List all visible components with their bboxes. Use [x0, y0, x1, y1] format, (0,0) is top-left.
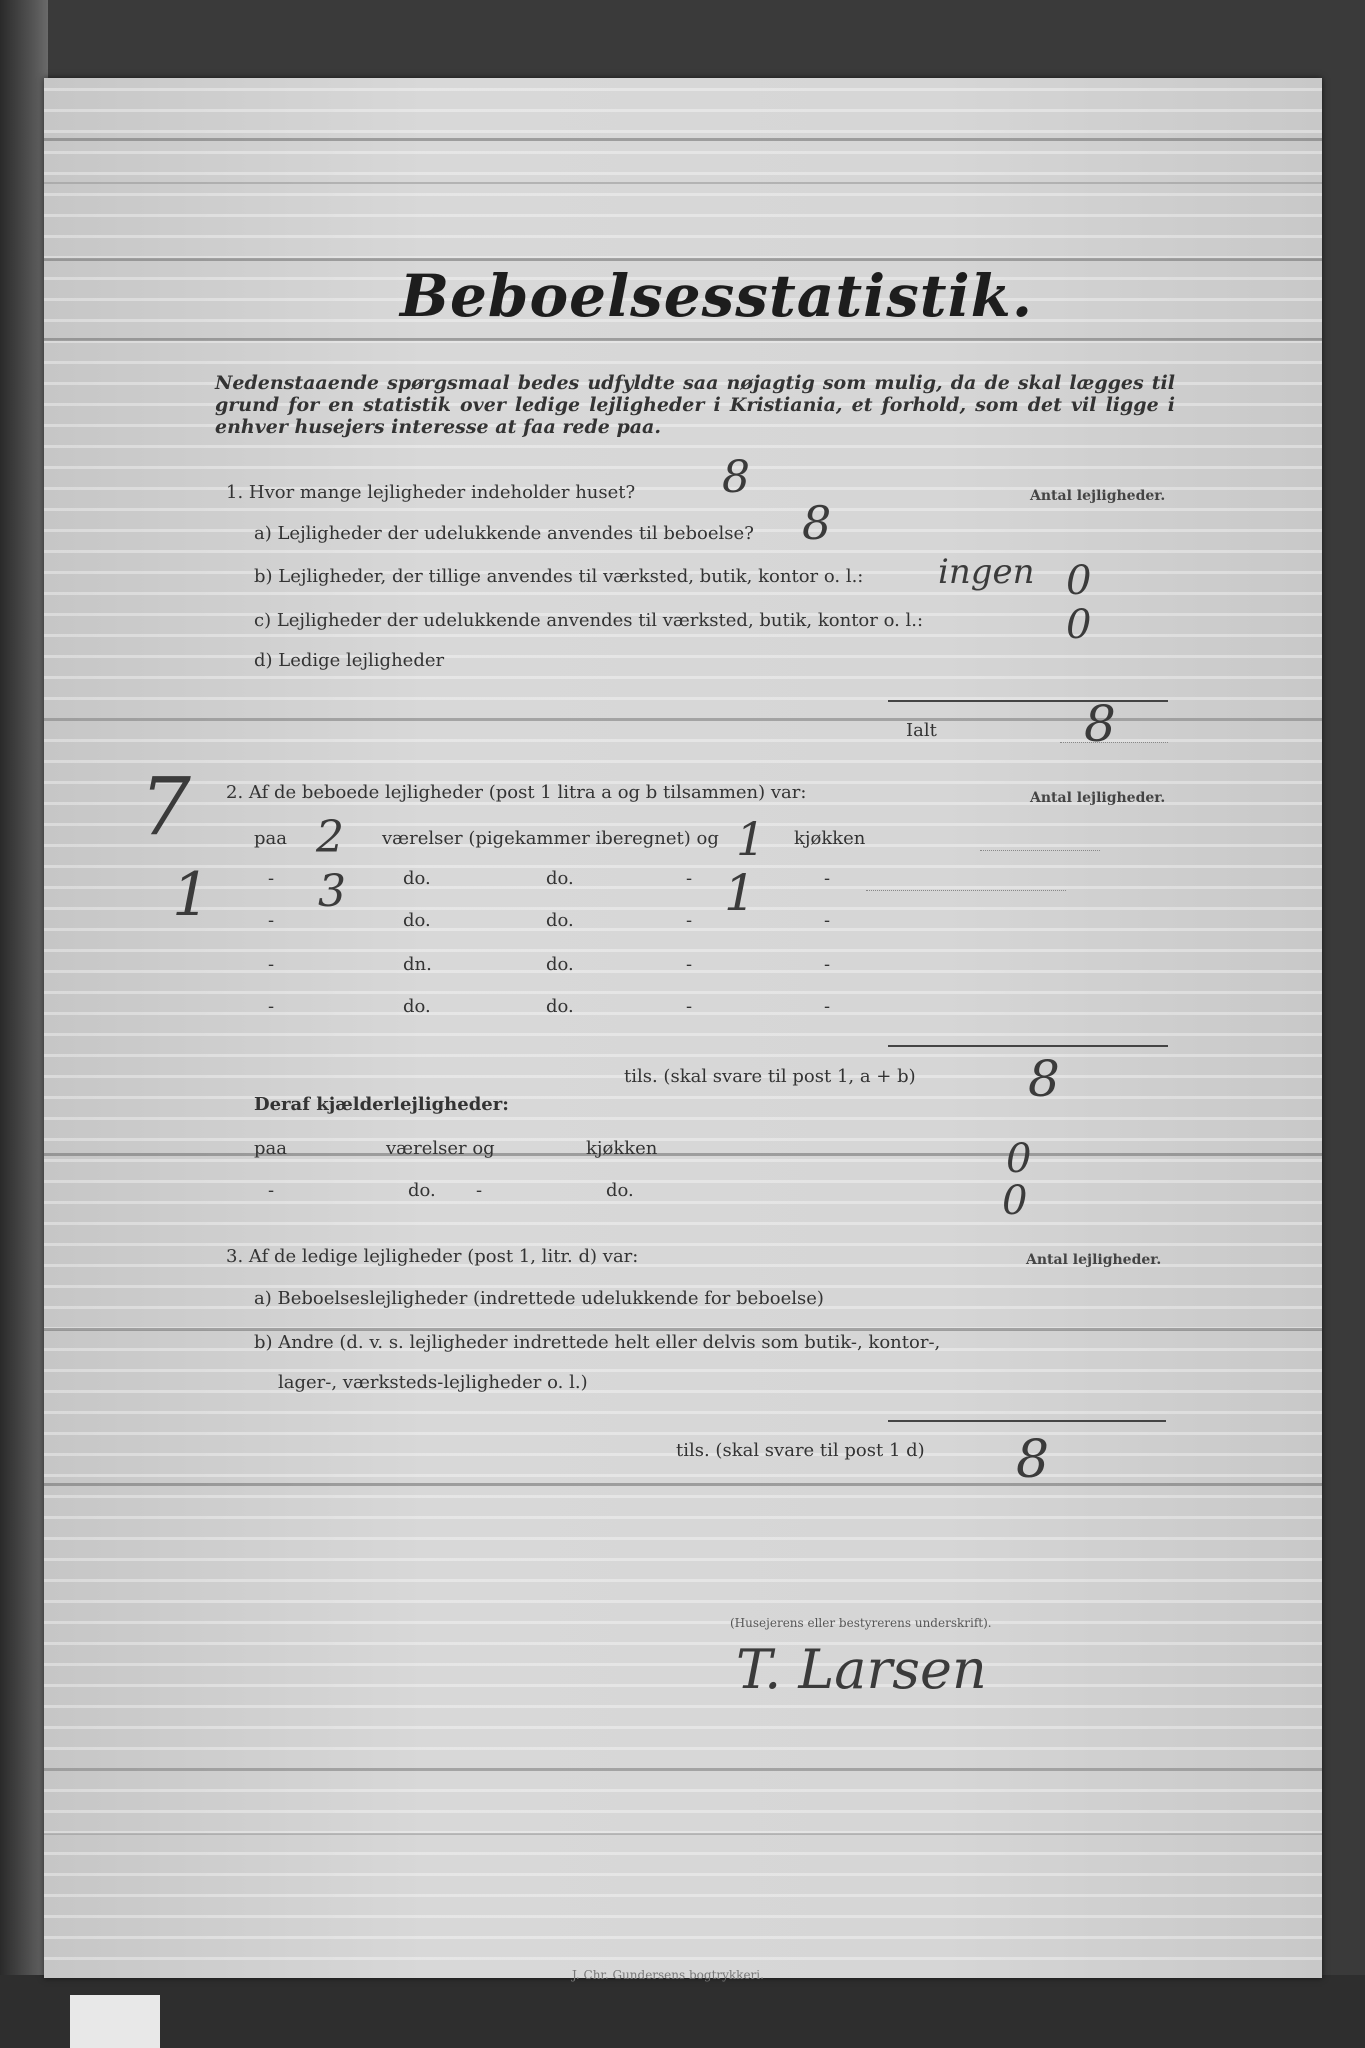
- ruled-line: [44, 258, 1322, 261]
- ruled-line: [44, 1768, 1322, 1771]
- q2-row2-dash: -: [686, 868, 693, 889]
- q1b-note-handwritten: ingen: [938, 552, 1035, 592]
- q2-row3-kitchen-label: -: [824, 910, 831, 931]
- ruled-line: [44, 1483, 1322, 1486]
- q1-label: 1. Hvor mange lejligheder indeholder huset?: [226, 482, 636, 503]
- q2-row1-rooms-label: værelser (pigekammer iberegnet) og: [382, 828, 719, 849]
- q3b-label-continued: lager-, værksteds-lejligheder o. l.): [278, 1372, 588, 1393]
- ruled-line: [44, 1833, 1322, 1835]
- q1-total-label: Ialt: [906, 720, 937, 741]
- q2-row2-kitchen-label: -: [824, 868, 831, 889]
- q2-cellar-row2-kitchen-label: do.: [606, 1180, 634, 1201]
- q2-row5-kitchen-label: -: [824, 996, 831, 1017]
- q3-sum-line: [888, 1420, 1166, 1422]
- signature-name: T. Larsen: [736, 1638, 987, 1701]
- q2-row2-prefix: -: [268, 868, 275, 889]
- q2-row2-rooms-label: do.: [403, 868, 431, 889]
- ruled-line: [44, 138, 1322, 141]
- q1c-label: c) Lejligheder der udelukkende anvendes til værksted, butik, kontor o. l.:: [254, 610, 924, 631]
- q2-cellar-row2-dash: -: [476, 1180, 483, 1201]
- q2-row4-kitchen-label: -: [824, 954, 831, 975]
- q2-cellar-row1-prefix: paa: [254, 1138, 287, 1159]
- signature-caption: (Husejerens eller bestyrerens underskrift).: [730, 1616, 992, 1630]
- q2-row1-count-handwritten: 7: [140, 760, 191, 853]
- scan-light-patch: [70, 1995, 160, 2048]
- q1b-answer-handwritten: 0: [1066, 558, 1092, 604]
- intro-text: Nedenstaaende spørgsmaal bedes udfyldte saa nøjagtig som mulig, da de skal lægges til grund for en statistik over ledige lejligheder i Kristiania, et forhold, som det vil ligge i enhver husejers interesse at faa rede paa.: [215, 372, 1175, 438]
- form-sheet: [44, 78, 1322, 1978]
- q2-total-handwritten: 8: [1028, 1050, 1060, 1108]
- q2-row2-kitchens-handwritten: 1: [724, 864, 756, 922]
- dotted-line: [1060, 742, 1168, 743]
- q2-cellar-row2-prefix: -: [268, 1180, 275, 1201]
- q1a-answer-handwritten: 8: [802, 496, 832, 550]
- form-title: Beboelsesstatistik.: [400, 262, 1034, 330]
- q2-cellar-row2-rooms-label: do.: [408, 1180, 436, 1201]
- q2-row3-dash: -: [686, 910, 693, 931]
- q2-row2-mid: do.: [546, 868, 574, 889]
- q2-cellar-row1-kitchen-label: kjøkken: [586, 1138, 658, 1159]
- q1d-label: d) Ledige lejligheder: [254, 650, 445, 671]
- q2-sum-line: [888, 1045, 1168, 1047]
- printer-imprint: J. Chr. Gundersens bogtrykkeri.: [572, 1968, 764, 1982]
- q2-row4-prefix: -: [268, 954, 275, 975]
- q3-label: 3. Af de ledige lejligheder (post 1, litr. d) var:: [226, 1246, 639, 1267]
- q2-cellar-label: Deraf kjælderlejligheder:: [254, 1094, 509, 1115]
- q1c-answer-handwritten: 0: [1066, 602, 1092, 648]
- q2-row4-rooms-label: dn.: [403, 954, 432, 975]
- ruled-line: [44, 718, 1322, 721]
- q2-row4-mid: do.: [546, 954, 574, 975]
- q2-cellar-row1-rooms-label: værelser og: [386, 1138, 495, 1159]
- q3-total-label: tils. (skal svare til post 1 d): [676, 1440, 925, 1461]
- q2-cellar-row1-answer-handwritten: 0: [1006, 1136, 1032, 1182]
- q2-row1-kitchens-handwritten: 1: [736, 812, 766, 866]
- q2-cellar-row2-answer-handwritten: 0: [1002, 1178, 1028, 1224]
- q2-row5-mid: do.: [546, 996, 574, 1017]
- dotted-line: [866, 890, 1066, 891]
- q2-total-label: tils. (skal svare til post 1, a + b): [624, 1066, 916, 1087]
- q2-row3-rooms-label: do.: [403, 910, 431, 931]
- ruled-line: [44, 1153, 1322, 1156]
- q2-row1-kitchen-label: kjøkken: [794, 828, 866, 849]
- q1b-label: b) Lejligheder, der tillige anvendes til værksted, butik, kontor o. l.:: [254, 566, 864, 587]
- ruled-line: [44, 182, 1322, 184]
- q3b-label: b) Andre (d. v. s. lejligheder indrettede helt eller delvis som butik-, kontor-,: [254, 1332, 941, 1353]
- q2-row5-rooms-label: do.: [403, 996, 431, 1017]
- q1-sum-line: [888, 700, 1168, 702]
- q2-row1-rooms-handwritten: 2: [316, 812, 344, 863]
- dotted-line: [980, 850, 1100, 851]
- q3a-label: a) Beboelseslejligheder (indrettede udelukkende for beboelse): [254, 1288, 824, 1309]
- q1-column-header: Antal lejligheder.: [1030, 488, 1166, 504]
- q2-row4-dash: -: [686, 954, 693, 975]
- q2-row2-rooms-handwritten: 3: [318, 866, 346, 917]
- q1-total-handwritten: 8: [1084, 695, 1116, 753]
- scan-edge-left: [0, 0, 48, 2048]
- ruled-line: [44, 338, 1322, 341]
- q2-row5-prefix: -: [268, 996, 275, 1017]
- q2-row3-mid: do.: [546, 910, 574, 931]
- q1a-label: a) Lejligheder der udelukkende anvendes til beboelse?: [254, 523, 754, 544]
- q2-row2-count-handwritten: 1: [172, 860, 211, 930]
- q2-row5-dash: -: [686, 996, 693, 1017]
- q2-column-header: Antal lejligheder.: [1030, 790, 1166, 806]
- q3-column-header: Antal lejligheder.: [1026, 1252, 1162, 1268]
- ruled-line: [44, 1328, 1322, 1331]
- q1-answer-handwritten: 8: [722, 452, 750, 503]
- q2-label: 2. Af de beboede lejligheder (post 1 litra a og b tilsammen) var:: [226, 782, 807, 803]
- scan-edge-bottom: [0, 1975, 1365, 2048]
- q2-row3-prefix: -: [268, 910, 275, 931]
- q3-total-handwritten: 8: [1016, 1430, 1050, 1490]
- q2-row1-prefix: paa: [254, 828, 287, 849]
